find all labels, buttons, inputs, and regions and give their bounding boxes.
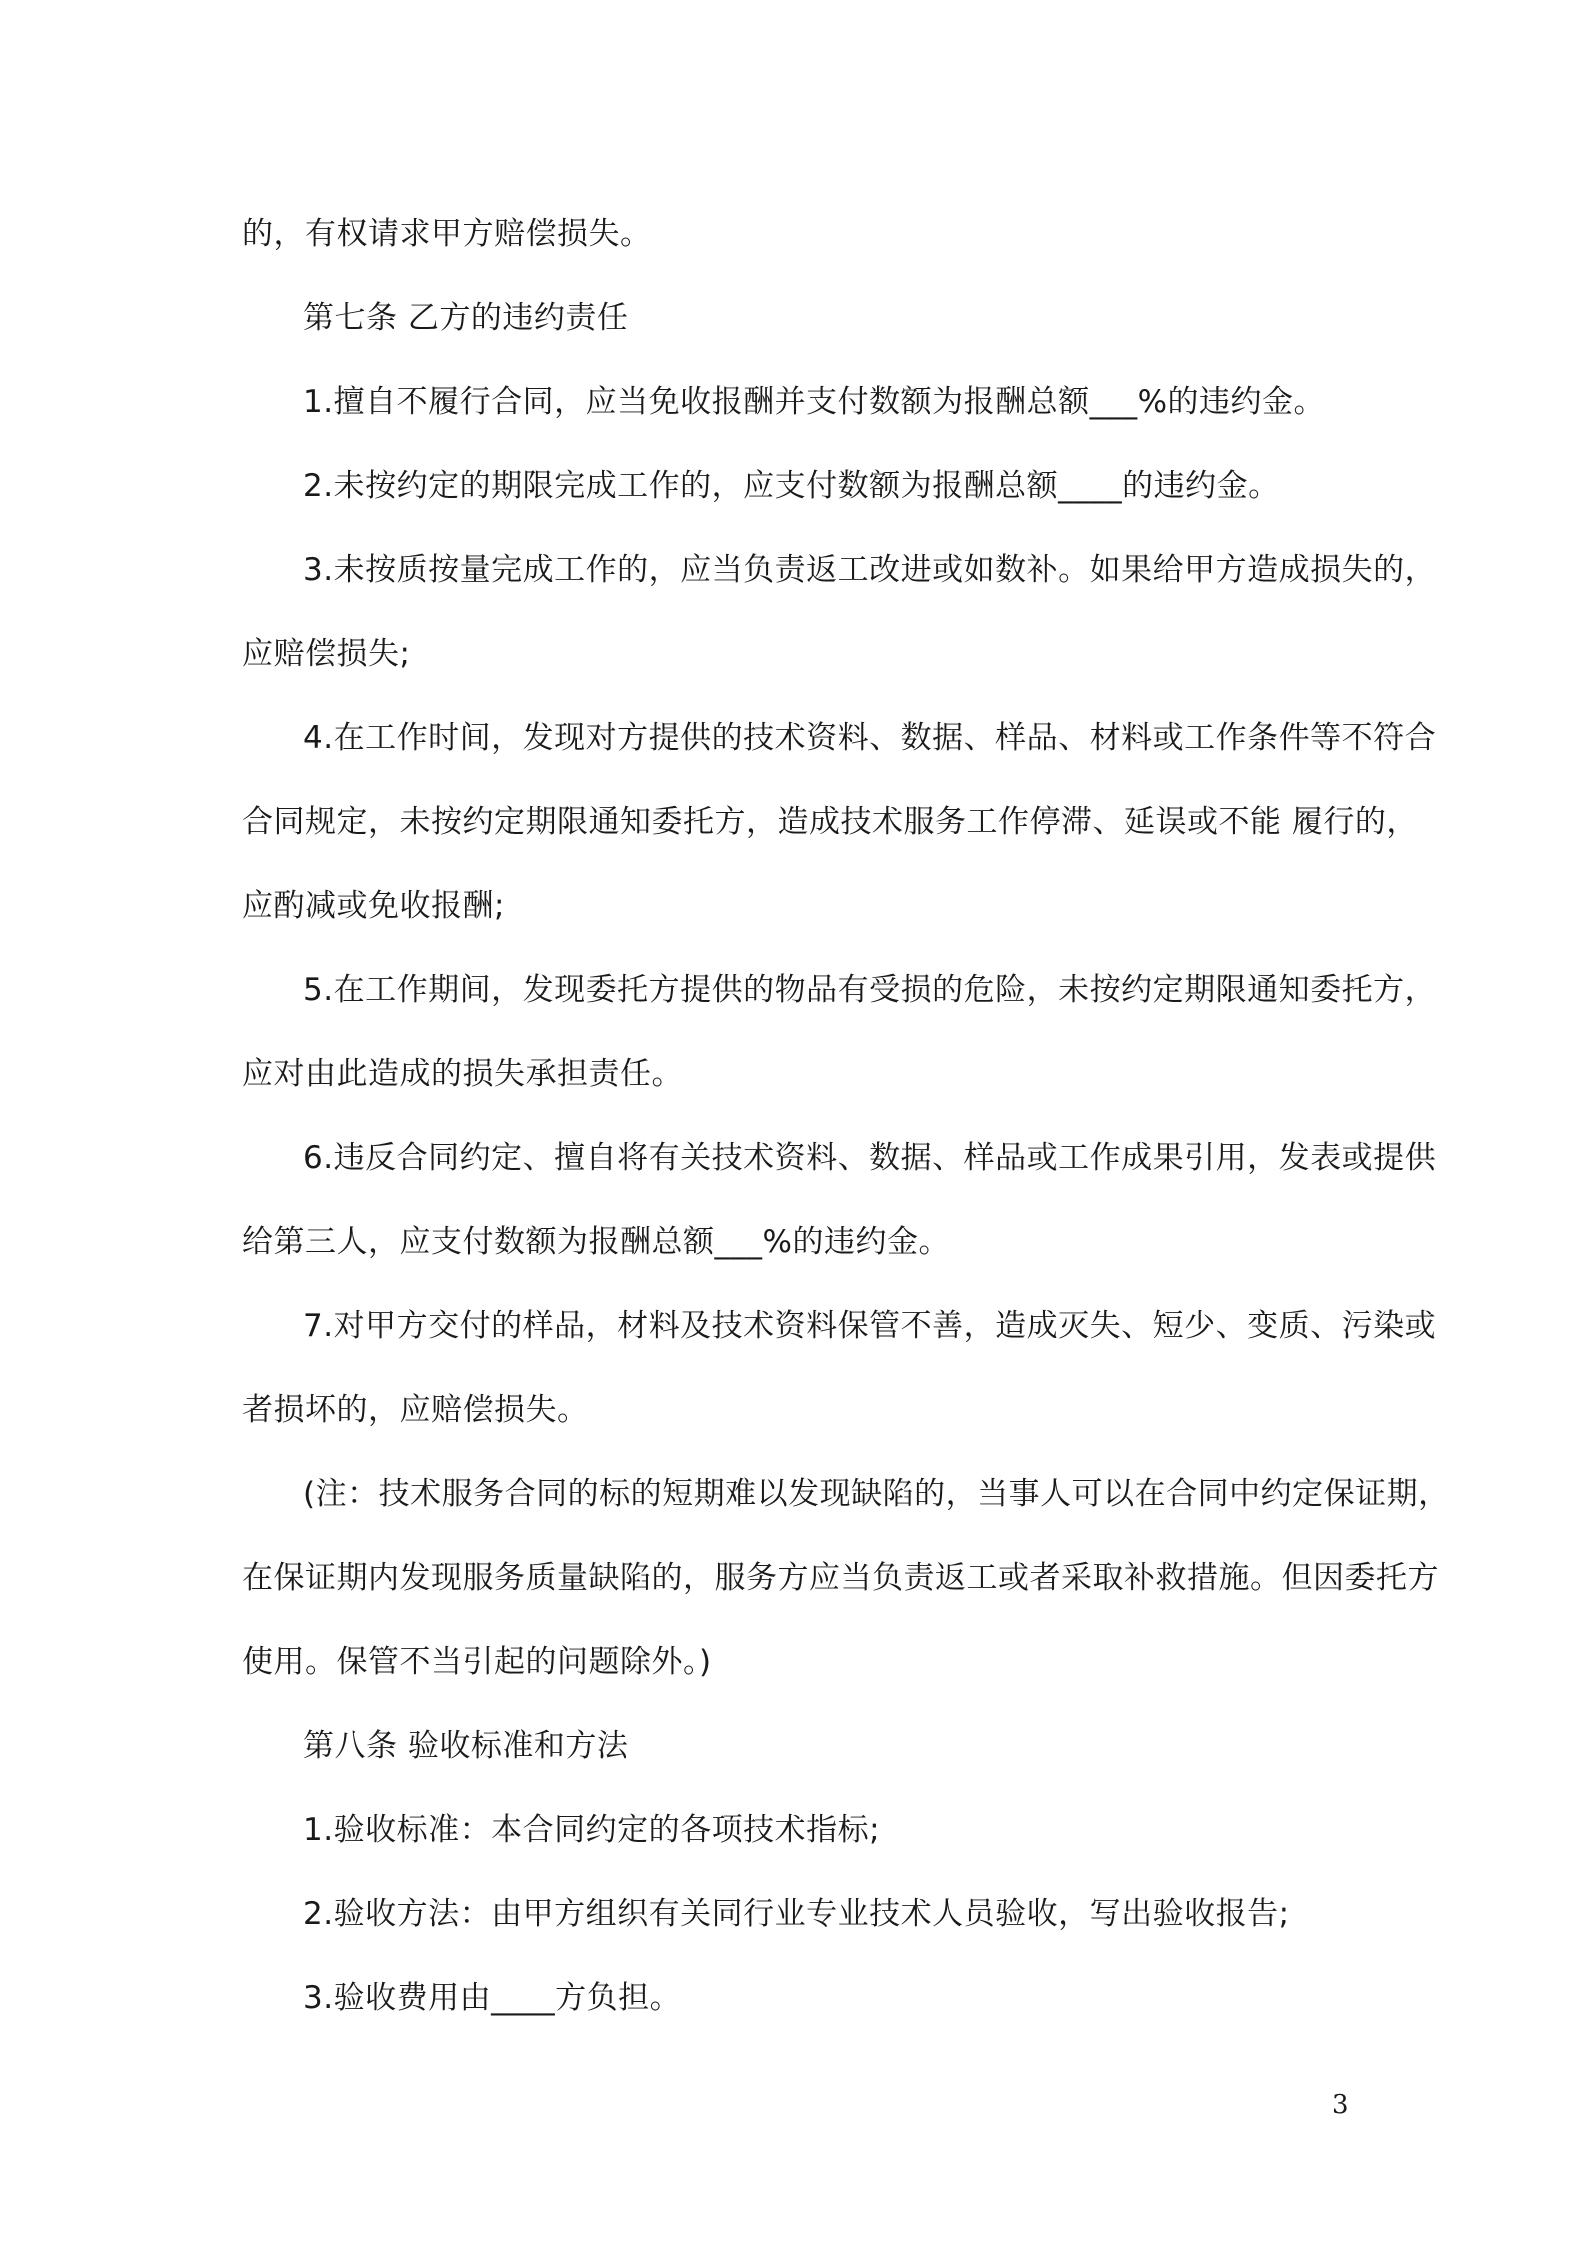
section-heading-8: 第八条 验收标准和方法 — [303, 1728, 629, 1764]
page-number: 3 — [1332, 2090, 1349, 2120]
paragraph-line: 6.违反合同约定、擅自将有关技术资料、数据、样品或工作成果引用，发表或提供 — [303, 1140, 1437, 1176]
paragraph-line: 4.在工作时间，发现对方提供的技术资料、数据、样品、材料或工作条件等不符合 — [303, 720, 1437, 756]
paragraph-line: 应赔偿损失; — [242, 636, 411, 672]
section-heading-7: 第七条 乙方的违约责任 — [303, 300, 629, 336]
note-line: 使用。保管不当引起的问题除外。) — [242, 1644, 712, 1680]
paragraph-line: 者损坏的，应赔偿损失。 — [242, 1392, 589, 1428]
paragraph-line: 2.未按约定的期限完成工作的，应支付数额为报酬总额____的违约金。 — [303, 468, 1280, 504]
paragraph-line: 应酌减或免收报酬; — [242, 888, 505, 924]
paragraph-line: 5.在工作期间，发现委托方提供的物品有受损的危险，未按约定期限通知委托方， — [303, 972, 1437, 1008]
paragraph-line: 的，有权请求甲方赔偿损失。 — [242, 216, 652, 252]
document-body — [242, 192, 1450, 2040]
paragraph-line: 应对由此造成的损失承担责任。 — [242, 1056, 683, 1092]
paragraph-line: 合同规定，未按约定期限通知委托方，造成技术服务工作停滞、延误或不能 履行的， — [242, 804, 1418, 840]
paragraph-line: 1.验收标准：本合同约定的各项技术指标; — [303, 1812, 881, 1848]
paragraph-line: 2.验收方法：由甲方组织有关同行业专业技术人员验收，写出验收报告; — [303, 1896, 1290, 1932]
paragraph-line: 7.对甲方交付的样品，材料及技术资料保管不善，造成灭失、短少、变质、污染或 — [303, 1308, 1437, 1344]
paragraph-line: 给第三人，应支付数额为报酬总额___%的违约金。 — [242, 1224, 950, 1260]
paragraph-line: 1.擅自不履行合同，应当免收报酬并支付数额为报酬总额___%的违约金。 — [303, 384, 1326, 420]
note-line: (注：技术服务合同的标的短期难以发现缺陷的，当事人可以在合同中约定保证期， — [303, 1476, 1450, 1512]
paragraph-line: 3.未按质按量完成工作的，应当负责返工改进或如数补。如果给甲方造成损失的， — [303, 552, 1437, 588]
paragraph-line: 3.验收费用由____方负担。 — [303, 1980, 682, 2016]
note-line: 在保证期内发现服务质量缺陷的，服务方应当负责返工或者采取补救措施。但因委托方 — [242, 1560, 1439, 1596]
